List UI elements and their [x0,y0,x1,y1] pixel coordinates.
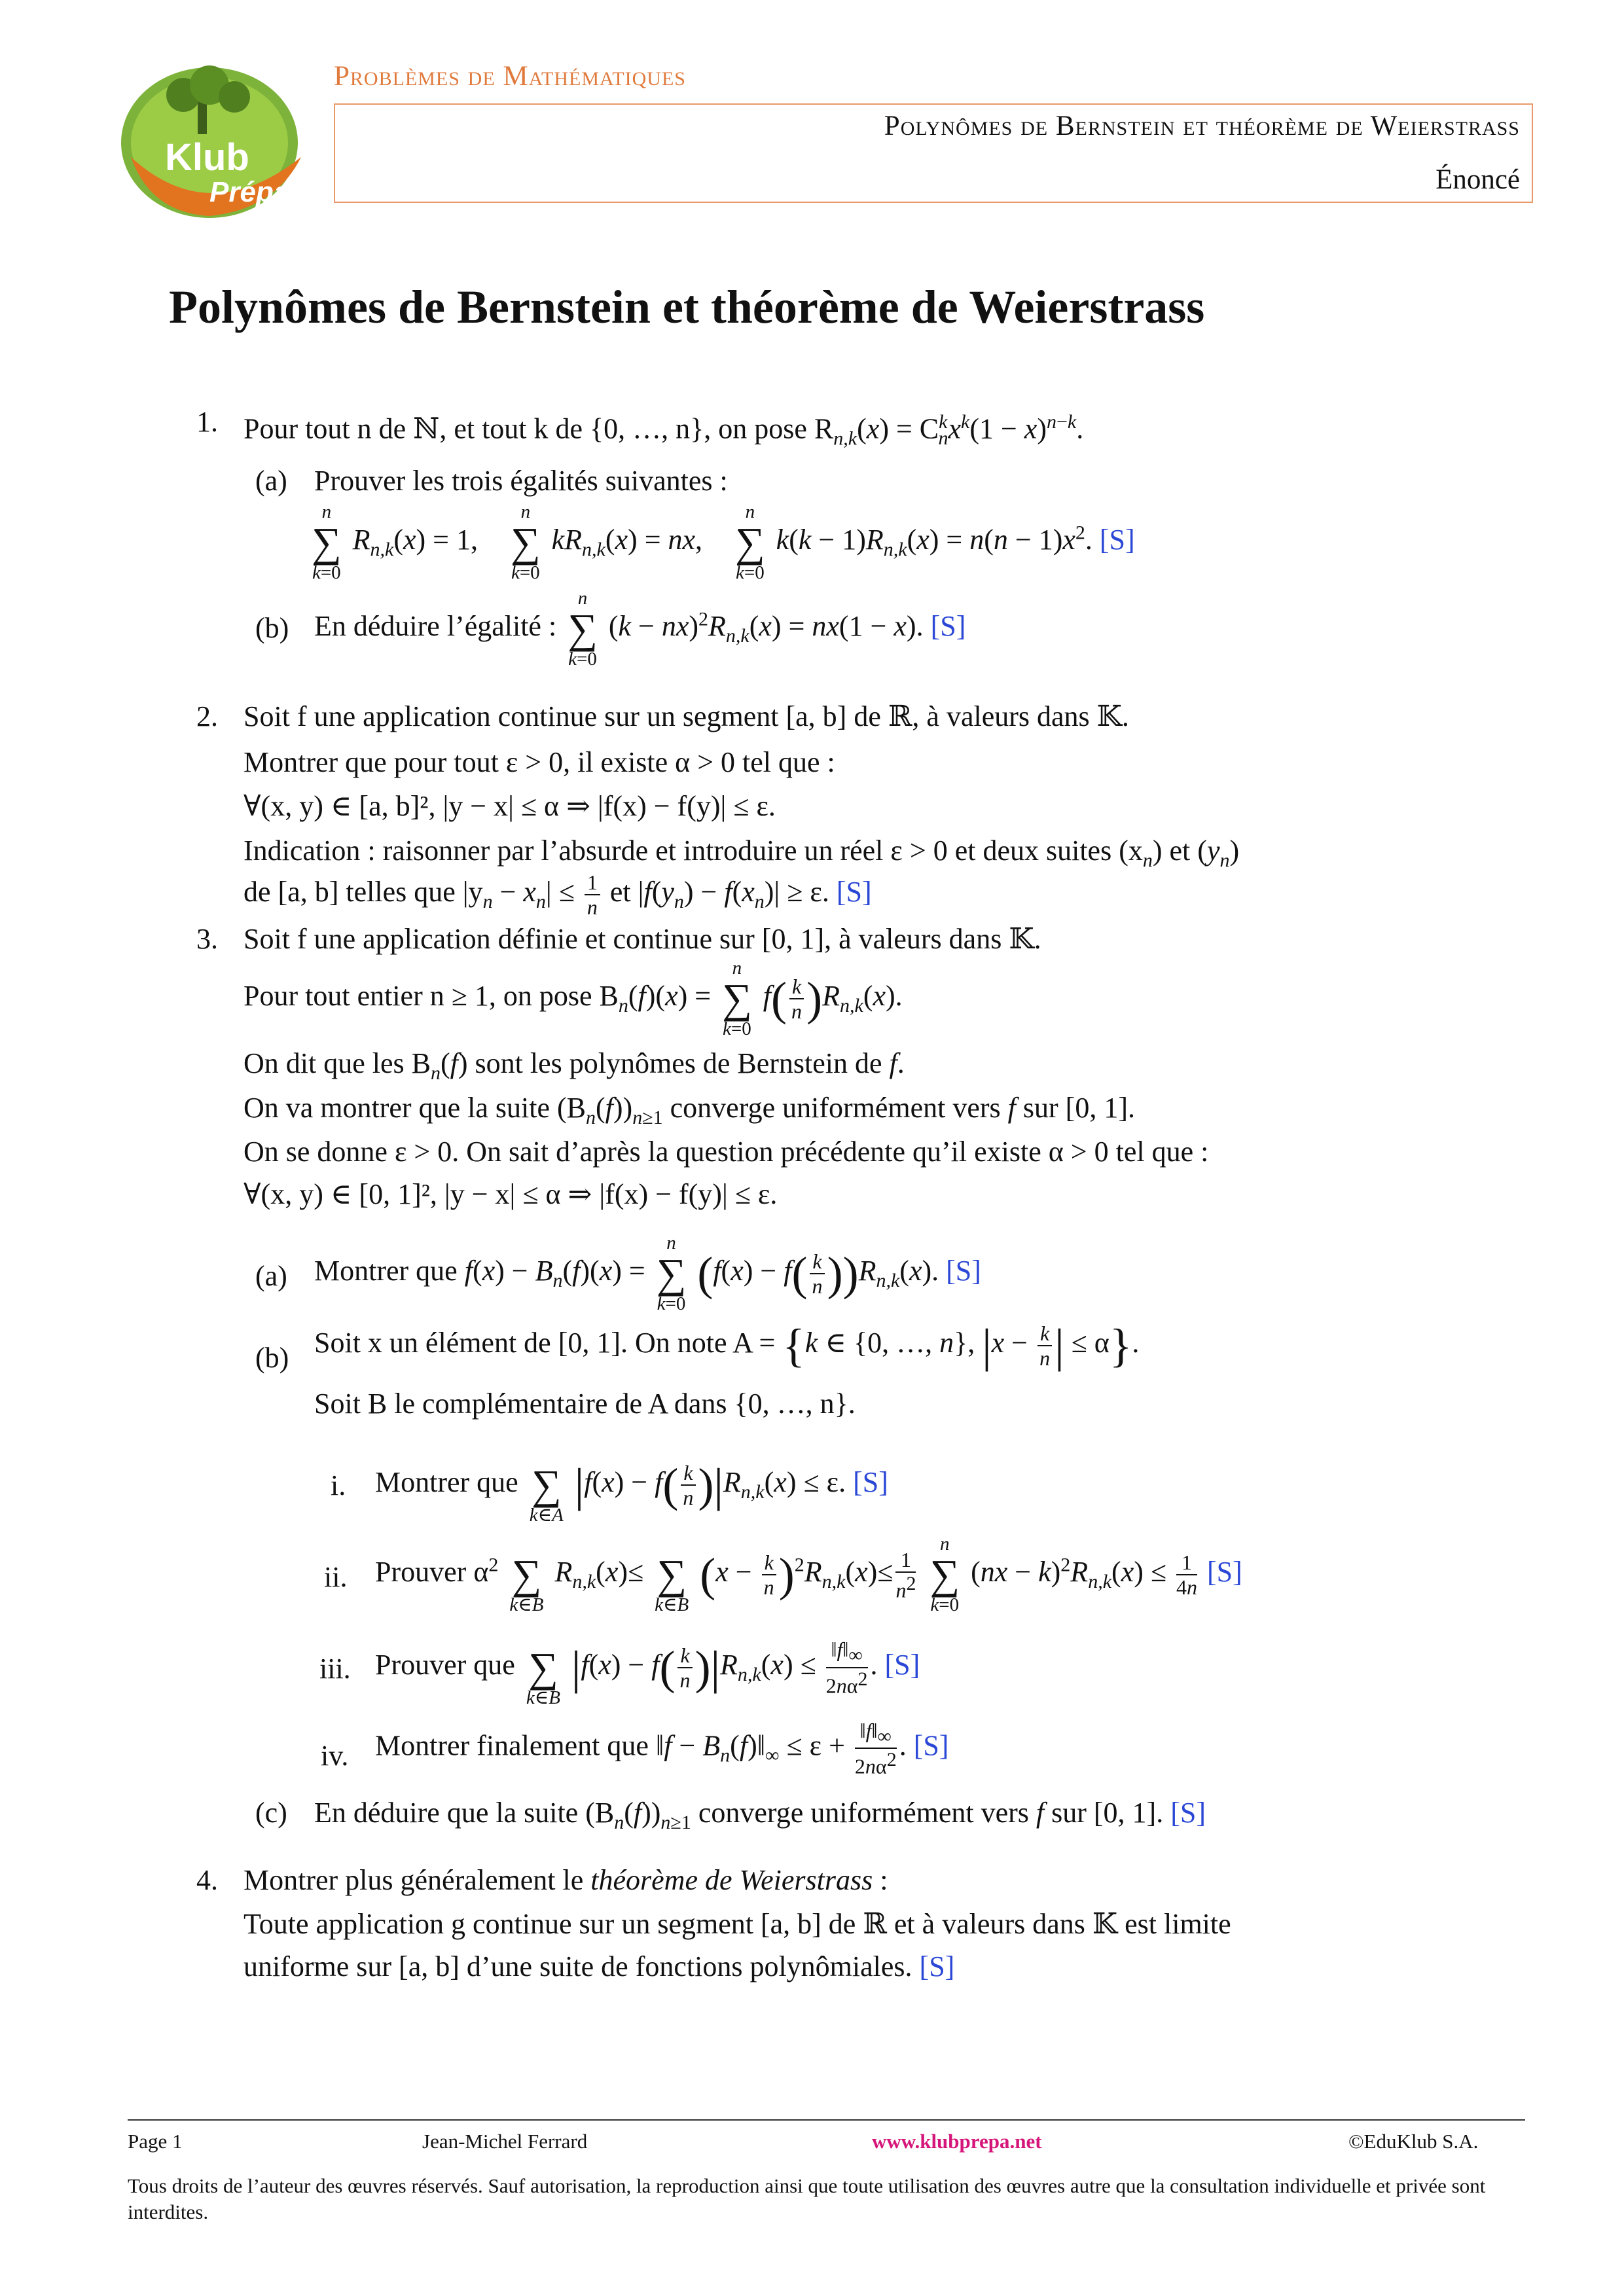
q3b-text-2: Soit B le complémentaire de A dans {0, …, n}. [314,1388,856,1420]
q2-line-2: Montrer que pour tout ε > 0, il existe α > 0 tel que : [244,746,835,778]
q3b-text: Soit x un élément de [0, 1]. On note A = {k ∈ {0, …, n}, |x − $\frac{k}{n}$ | ≤ α}. [314,1319,1140,1372]
q1a-formulas: n ∑ k=0 $R_{n,k}(x) = 1$, n ∑ k=0 $kR_{n,k}(x)$ = nx, n ∑ k=0 $k(k - 1)R_{n,k}(x) = n(n - 1)x^2$. [S] [312,501,1135,583]
footer-page: Page 1 [128,2130,183,2153]
q4-line-3: uniforme sur [a, b] d’une suite de fonctions polynômiales. [S] [244,1950,955,1982]
footer-divider [128,2119,1525,2121]
header-box [334,103,1533,203]
solution-link-q4[interactable]: [S] [919,1950,955,1982]
q1b-text: En déduire l’égalité : n ∑ k=0 $(k - nx)^2R_{n,k}(x) = nx(1 - x)$. [S] [314,588,966,670]
q2-line-3: ∀(x, y) ∈ [a, b]², |y − x| ≤ α ⇒ |f(x) − f(y)| ≤ ε. [244,790,776,822]
q3-line-4: On va montrer que la suite $(B_n(f))_{n\ge 1}$ converge uniformément vers f sur [0, 1]. [244,1092,1135,1128]
q4-line-2: Toute application g continue sur un segment [a, b] de ℝ et à valeurs dans 𝕂 est limite [244,1908,1231,1940]
q1b-label: (b) [255,612,289,644]
q3-line-6: ∀(x, y) ∈ [0, 1]², |y − x| ≤ α ⇒ |f(x) − f(y)| ≤ ε. [244,1178,778,1210]
q2-number: 2. [196,700,218,732]
series-title: Problèmes de Mathématiques [334,61,686,92]
q3c-text: En déduire que la suite $(B_n(f))_{n\ge 1}$ converge uniformément vers f sur [0, 1]. [S] [314,1797,1206,1833]
q4-line-1: Montrer plus généralement le théorème de Weierstrass : [244,1864,888,1896]
q3b-iii-label: iii. [319,1653,351,1685]
q3-line-1: Soit f une application définie et continue sur [0, 1], à valeurs dans 𝕂. [244,923,1041,955]
q1a-text: Prouver les trois égalités suivantes : [314,465,728,497]
q3a-label: (a) [255,1260,287,1292]
q3b-label: (b) [255,1342,289,1374]
solution-link-q3b-iii[interactable]: [S] [884,1649,920,1681]
q3b-i-label: i. [331,1469,346,1501]
solution-link-q3c[interactable]: [S] [1170,1797,1206,1829]
header-subtitle: Polynômes de Bernstein et théorème de Weierstrass [884,111,1520,141]
header-doc-type: Énoncé [1435,164,1520,195]
solution-link-q3b-i[interactable]: [S] [853,1466,888,1499]
q3-line-3: On dit que les $B_n(f)$ sont les polynômes de Bernstein de f. [244,1047,905,1084]
solution-link-q1a[interactable]: [S] [1099,524,1135,556]
q3-line-2: Pour tout entier n ≥ 1, on pose $B_n(f)(x)$ = n ∑ k=0 f( $\frac{k}{n}$ )$R_{n,k}(x)$. [244,958,903,1039]
q3b-ii-label: ii. [324,1561,348,1593]
footer-author: Jean-Michel Ferrard [422,2130,588,2153]
footer-copyright: ©EduKlub S.A. [1348,2130,1479,2153]
q2-line-1: Soit f une application continue sur un segment [a, b] de ℝ, à valeurs dans 𝕂. [244,700,1129,732]
q4-number: 4. [196,1864,218,1896]
q1a-label: (a) [255,465,287,497]
svg-text:Klub: Klub [165,136,249,179]
page-title: Polynômes de Bernstein et théorème de Weierstrass [169,281,1205,333]
q3-number: 3. [196,923,218,955]
q2-line-4: Indication : raisonner par l’absurde et introduire un réel ε > 0 et deux suites $(x_n)$ et $(y_n)$ [244,834,1240,871]
q3b-iv-text: Montrer finalement que ‖f − $B_n(f)‖_\infty \le \varepsilon$ + $\frac{‖f‖_\infty}{2n\alpha^2}$ . [S] [375,1719,949,1779]
q3b-iii-text: Prouver que ∑ k∈B |f(x) − f( $\frac{k}{n}$ )$|R_{n,k}(x)$ ≤ $\frac{‖f‖_\infty}{2n\alpha^2}$ . [S] [375,1638,920,1708]
q3a-text: Montrer que $f(x) - B_n(f)(x)$ = n ∑ k=0 (f(x) − f( $\frac{k}{n}$ ))$R_{n,k}(x)$. [S] [314,1232,981,1314]
q3-line-5: On se donne ε > 0. On sait d’après la question précédente qu’il existe α > 0 tel que : [244,1136,1209,1168]
solution-link-q1b[interactable]: [S] [930,610,966,643]
footer-rights: Tous droits de l’auteur des œuvres réservés. Sauf autorisation, la reproduction ainsi que toute utilisation des œuvres autre que la consultation individuelle et privée sont interdites. [128,2174,1486,2223]
q1-statement: Pour tout n de ℕ, et tout k de {0, …, n}, on pose $R_{n,k}(x) = C^k_nx^k(1 - x)^{n-k}$. [244,411,1084,450]
klubprepa-logo [111,59,314,223]
solution-link-q3b-ii[interactable]: [S] [1207,1556,1242,1588]
solution-link-q3a[interactable]: [S] [946,1255,981,1287]
q3b-ii-text: Prouver $\alpha^2$ ∑ k∈B $R_{n,k}(x)\le$ ∑ k∈B (x − $\frac{k}{n}$ )$^2R_{n,k}(x)\le$ $\frac{1}{n^2}$ n ∑ k=0 $(nx - k)^2R_{n,k}(x)$ ≤ $\frac{1}{4n}$ [S] [375,1534,1242,1615]
solution-link-q2[interactable]: [S] [836,876,872,908]
q3b-i-text: Montrer que ∑ k∈A |f(x) − f( $\frac{k}{n}$ )$|R_{n,k}(x) \le \varepsilon$. [S] [375,1459,888,1526]
q3b-iv-label: iv. [321,1740,349,1772]
solution-link-q3b-iv[interactable]: [S] [913,1729,949,1762]
q2-line-5: de [a, b] telles que $|y_n - x_n|$ ≤ $\frac{1}{n}$ et $|f(y_n) - f(x_n)| \ge \varepsilon$. [S] [244,870,872,919]
svg-text:Prépa: Prépa [209,176,290,208]
footer-url-link[interactable]: www.klubprepa.net [872,2130,1042,2153]
q1-number: 1. [196,406,218,438]
q3c-label: (c) [255,1797,287,1829]
